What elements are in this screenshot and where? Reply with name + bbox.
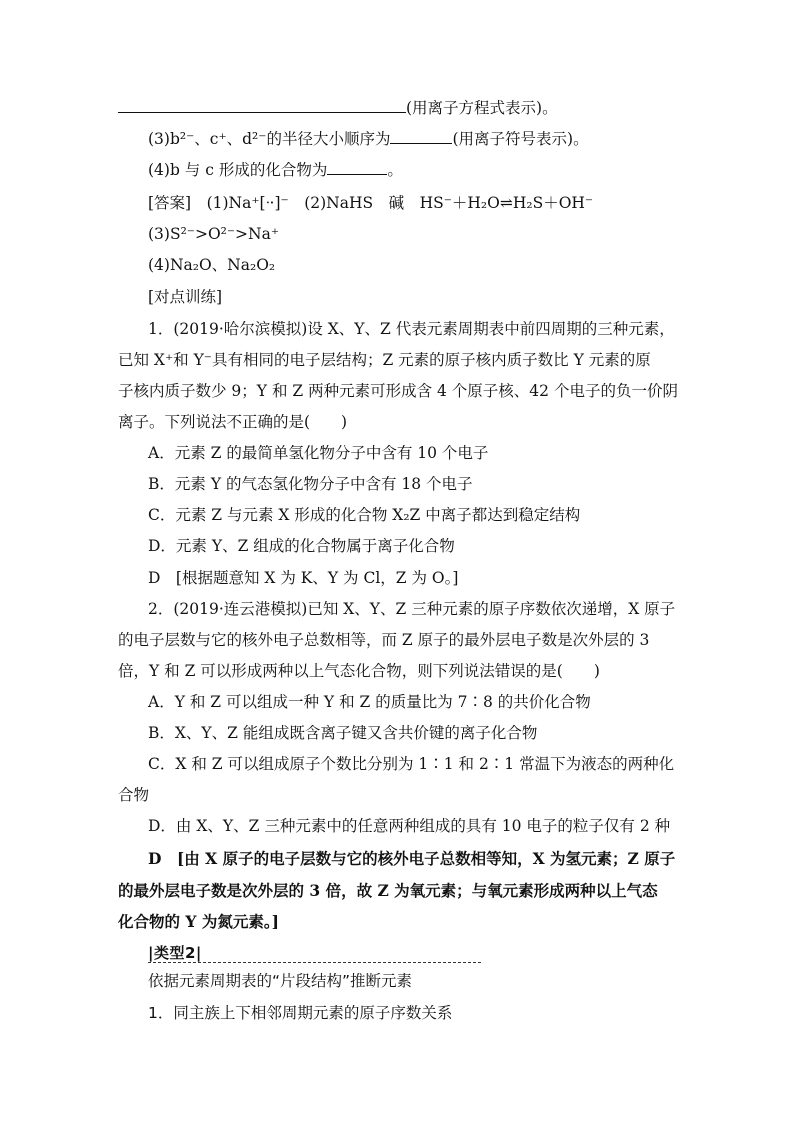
q1-stem-line-1: 1．(2019·哈尔滨模拟)设 X、Y、Z 代表元素周期表中前四周期的三种元素，: [148, 320, 675, 338]
line-radius-question: [148, 127, 589, 150]
type-divider: [148, 962, 481, 963]
drill-heading: [对点训练]: [148, 288, 223, 306]
answer-blank: [327, 158, 387, 175]
section-title: 依据元素周期表的“片段结构”推断元素: [148, 972, 413, 990]
text-radius-hint: (用离子符号表示)。: [452, 130, 589, 148]
q1-stem-line-2: 已知 X⁺和 Y⁻具有相同的电子层结构；Z 元素的原子核内质子数比 Y 元素的原: [118, 351, 651, 369]
q2-stem-line-3: 倍，Y 和 Z 可以形成两种以上气态化合物，则下列说法错误的是( ): [118, 662, 600, 680]
answer-line-1: [答案] (1)Na⁺[ᐧ·]⁻ (2)NaHS 碱 HS⁻＋H₂O⇌H₂S＋OH⁻: [148, 194, 594, 212]
q2-option-c-line-2: 合物: [118, 786, 150, 804]
q2-option-b: B．X、Y、Z 能组成既含离子键又含共价键的离子化合物: [148, 724, 538, 742]
line-compound-question: [148, 158, 403, 181]
answer-line-3: (4)Na₂O、Na₂O₂: [148, 256, 276, 274]
q1-option-a: A．元素 Z 的最简单氢化物分子中含有 10 个电子: [148, 444, 489, 462]
text-compound-question: (4)b 与 c 形成的化合物为: [148, 161, 328, 179]
text-radius-question: (3)b²⁻、c⁺、d²⁻的半径大小顺序为: [148, 130, 391, 148]
type-label: |类型2|: [148, 944, 202, 962]
q1-option-b: B．元素 Y 的气态氢化物分子中含有 18 个电子: [148, 475, 473, 493]
q1-answer: D [根据题意知 X 为 K、Y 为 Cl，Z 为 O。]: [148, 569, 459, 587]
q2-stem-line-2: 的电子层数与它的核外电子总数相等，而 Z 原子的最外层电子数是次外层的 3: [118, 631, 650, 649]
q2-option-a: A．Y 和 Z 可以组成一种 Y 和 Z 的质量比为 7∶8 的共价化合物: [148, 693, 591, 711]
q2-option-d: D．由 X、Y、Z 三种元素中的任意两种组成的具有 10 电子的粒子仅有 2 种: [148, 817, 671, 835]
q2-stem-line-1: 2．(2019·连云港模拟)已知 X、Y、Z 三种元素的原子序数依次递增，X 原子: [148, 600, 676, 618]
q2-answer-line-2: 的最外层电子数是次外层的 3 倍，故 Z 为氧元素；与氧元素形成两种以上气态: [118, 881, 658, 900]
q1-stem-line-4: 离子。下列说法不正确的是( ): [118, 413, 348, 431]
answer-blank: [118, 96, 406, 113]
q1-stem-line-3: 子核内质子数少 9；Y 和 Z 两种元素可形成含 4 个原子核、42 个电子的负一价阴: [118, 382, 678, 400]
answer-blank: [390, 127, 452, 144]
text-period: 。: [387, 161, 403, 179]
q2-answer-line-1: D [由 X 原子的电子层数与它的核外电子总数相等知，X 为氢元素；Z 原子: [148, 849, 676, 868]
text-ion-equation-hint: (用离子方程式表示)。: [406, 99, 558, 117]
q1-option-d: D．元素 Y、Z 组成的化合物属于离子化合物: [148, 537, 455, 555]
q1-option-c: C．元素 Z 与元素 X 形成的化合物 X₂Z 中离子都达到稳定结构: [148, 506, 581, 524]
line-blank-ion-equation: [118, 96, 558, 119]
answer-line-2: (3)S²⁻>O²⁻>Na⁺: [148, 225, 280, 243]
q2-option-c-line-1: C．X 和 Z 可以组成原子个数比分别为 1∶1 和 2∶1 常温下为液态的两种化: [148, 755, 675, 773]
q2-answer-line-3: 化合物的 Y 为氮元素。]: [118, 912, 279, 931]
section-item-1: 1．同主族上下相邻周期元素的原子序数关系: [148, 1004, 453, 1022]
